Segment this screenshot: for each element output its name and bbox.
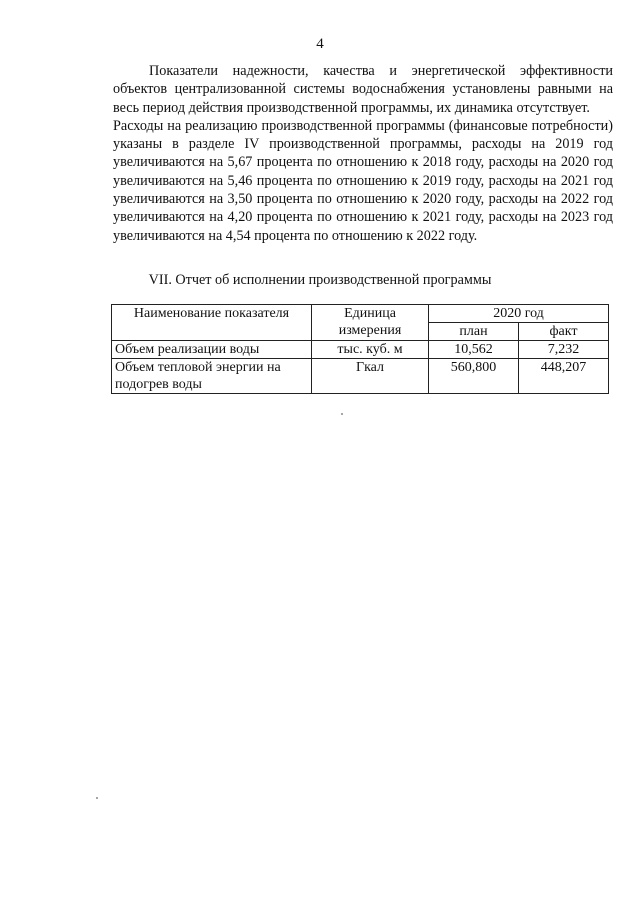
table-header-row (112, 305, 609, 323)
body-text (113, 62, 613, 245)
page-number: 4 (316, 36, 324, 52)
header-plan: план (429, 323, 519, 341)
header-year: 2020 год (429, 305, 609, 323)
table-row (112, 359, 609, 394)
section-heading: VII. Отчет об исполнении производственной программы (148, 272, 492, 288)
paragraph-indicators: Показатели надежности, качества и энергетической эффективности объектов централизованной системы водоснабжения установлены равными на весь период действия производственной программы, их динамика отсутствует. (113, 63, 613, 116)
header-fact: факт (519, 323, 609, 341)
row-plan: 560,800 (429, 359, 519, 394)
scan-speck (341, 413, 343, 415)
row-indicator: Объем реализации воды (112, 341, 312, 359)
row-fact: 7,232 (519, 341, 609, 359)
scan-speck (96, 797, 98, 799)
report-table (111, 304, 609, 394)
paragraph-expenses: Расходы на реализацию производственной программы (финансовые потребности) указаны в разделе IV производственной программы, расходы на 2019 год увеличиваются на 5,67 процента по отношению к 2018 году, расходы на 2020 год увеличиваются на 5,46 процента по отношению к 2019 году, расходы на 2021 год увеличиваются на 3,50 процента по отношению к 2020 году, расходы на 2022 год увеличиваются на 4,20 процента по отношению к 2021 году, расходы на 2023 год увеличиваются на 4,54 процента по отношению к 2022 году. (113, 117, 613, 244)
table-row (112, 341, 609, 359)
row-plan: 10,562 (429, 341, 519, 359)
header-unit: Единица измерения (312, 305, 429, 341)
row-indicator: Объем тепловой энергии на подогрев воды (112, 359, 312, 394)
row-unit: Гкал (312, 359, 429, 394)
header-indicator: Наименование показателя (112, 305, 312, 341)
row-unit: тыс. куб. м (312, 341, 429, 359)
row-fact: 448,207 (519, 359, 609, 394)
